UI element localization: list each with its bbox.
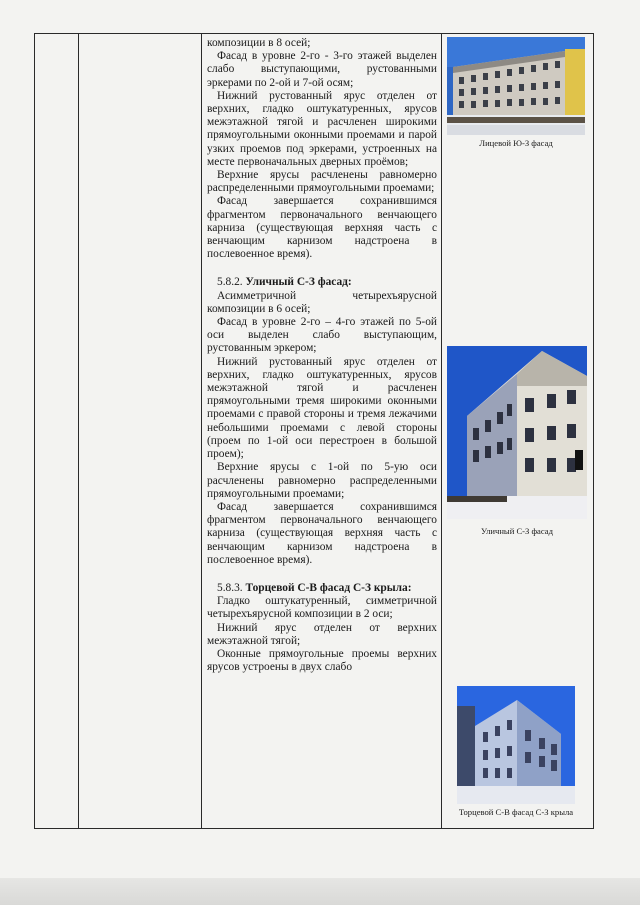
paragraph: композиции в 8 осей; (207, 37, 311, 49)
column-divider (78, 34, 79, 828)
section-title: Торцевой С-В фасад С-З крыла: (245, 581, 412, 594)
description-column (207, 37, 437, 674)
paragraph: Оконные прямоугольные проемы верхних ярусов устроены в двух слабо (207, 647, 437, 674)
section-number: 5.8.3. (217, 581, 243, 594)
photo-front-sw-facade (447, 37, 585, 135)
section-heading (207, 582, 437, 595)
section-heading (207, 276, 437, 289)
photo-caption: Торцевой С-В фасад С-З крыла (458, 807, 574, 817)
column-divider (201, 34, 202, 828)
photo-caption: Лицевой Ю-З фасад (479, 138, 553, 148)
photo-street-nw-facade (447, 346, 587, 519)
section-title: Уличный С-З фасад: (245, 276, 352, 289)
paragraph: Гладко оштукатуренный, симметричной четырехъярусной композиции в 2 оси; (207, 595, 437, 621)
paragraph: Нижний ярус отделен от верхних межэтажной тягой; (207, 621, 437, 647)
paragraph: Верхние ярусы с 1-ой по 5-ую оси расчленены равномерно распределенными прямоугольными проемами; (207, 461, 437, 500)
paragraph: Фасад завершается сохранившимся фрагментом первоначального венчающего карниза (существующая верхняя часть с венчающим карнизом надстроена в послевоенное время). (207, 195, 437, 261)
paragraph: Нижний рустованный ярус отделен от верхних, гладко оштукатуренных, ярусов межэтажной тягой и расчленен широкими прямоугольными оконными проемами и парой узких проемов под эркерами, устроенных на месте первоначальных дверных проёмов; (207, 89, 437, 168)
paragraph: Фасад в уровне 2-го – 4-го этажей по 5-ой оси выделен слабо выступающим, рустованным эркером; (207, 316, 437, 355)
paragraph: Фасад в уровне 2-го - 3-го этажей выделен слабо выступающими, рустованными эркерами по 2-ой и 7-ой осям; (207, 50, 437, 89)
paragraph: Нижний рустованный ярус отделен от верхних, гладко оштукатуренных, ярусов межэтажной тягой и расчленен прямоугольными тремя широкими оконными проемами с правой стороны и тремя лежачими небольшими проемами с левой стороны (проем по 1-ой оси перестроен в большой проем); (207, 355, 437, 461)
paragraph: Асимметричной четырехъярусной композиции в 6 осей; (207, 289, 437, 315)
photo-end-ne-facade (457, 686, 575, 804)
section-number: 5.8.2. (217, 276, 243, 289)
column-divider (441, 34, 442, 828)
paragraph: Фасад завершается сохранившимся фрагментом первоначального венчающего карниза (существующая верхняя часть с венчающим карнизом надстроена в послевоенное время). (207, 500, 437, 566)
page-bottom-edge (0, 878, 640, 905)
paragraph: Верхние ярусы расчленены равномерно распределенными прямоугольными проемами; (207, 169, 437, 195)
photo-caption: Уличный С-З фасад (481, 526, 553, 536)
